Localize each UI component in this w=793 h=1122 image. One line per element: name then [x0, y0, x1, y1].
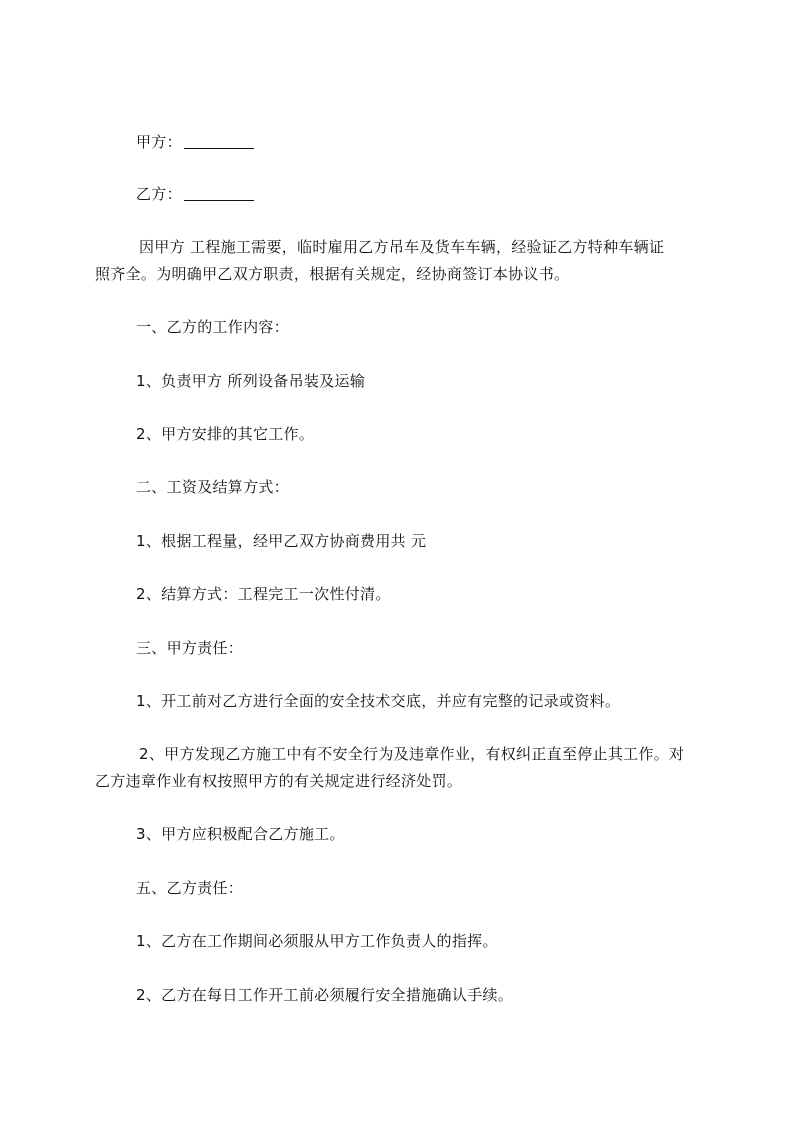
intro-line-2: 照齐全。为明确甲乙双方职责，根据有关规定，经协商签订本协议书。	[95, 265, 570, 283]
party-a-label: 甲方：	[136, 133, 182, 151]
section-5-title: 五、乙方责任：	[136, 879, 244, 897]
section-5-item-2: 2、乙方在每日工作开工前必须履行安全措施确认手续。	[136, 986, 514, 1004]
section-2-title: 二、工资及结算方式：	[136, 478, 290, 496]
section-1-item-2: 2、甲方安排的其它工作。	[136, 425, 315, 443]
party-b-line	[95, 180, 746, 208]
party-b-label: 乙方：	[136, 185, 182, 203]
section-2-item-1: 1、根据工程量，经甲乙双方协商费用共 元	[136, 532, 427, 550]
section-1-item-1: 1、负责甲方 所列设备吊装及运输	[136, 372, 366, 390]
section-3-item-2-line-2: 乙方违章作业有权按照甲方的有关规定进行经济处罚。	[95, 772, 463, 790]
section-3-item-1: 1、开工前对乙方进行全面的安全技术交底，并应有完整的记录或资料。	[136, 692, 621, 710]
intro-line-1: 因甲方 工程施工需要，临时雇用乙方吊车及货车车辆，经验证乙方特种车辆证	[139, 238, 665, 256]
party-b-blank	[184, 184, 254, 201]
section-5-item-1: 1、乙方在工作期间必须服从甲方工作负责人的指挥。	[136, 932, 498, 950]
section-3-item-2-line-1: 2、甲方发现乙方施工中有不安全行为及违章作业，有权纠正直至停止其工作。对	[139, 745, 685, 763]
section-3-item-3: 3、甲方应积极配合乙方施工。	[136, 825, 345, 843]
section-3-title: 三、甲方责任：	[136, 639, 244, 657]
section-1-title: 一、乙方的工作内容：	[136, 318, 290, 336]
party-a-line	[95, 128, 746, 156]
section-2-item-2: 2、结算方式：工程完工一次性付清。	[136, 585, 391, 603]
party-a-blank	[184, 132, 254, 149]
